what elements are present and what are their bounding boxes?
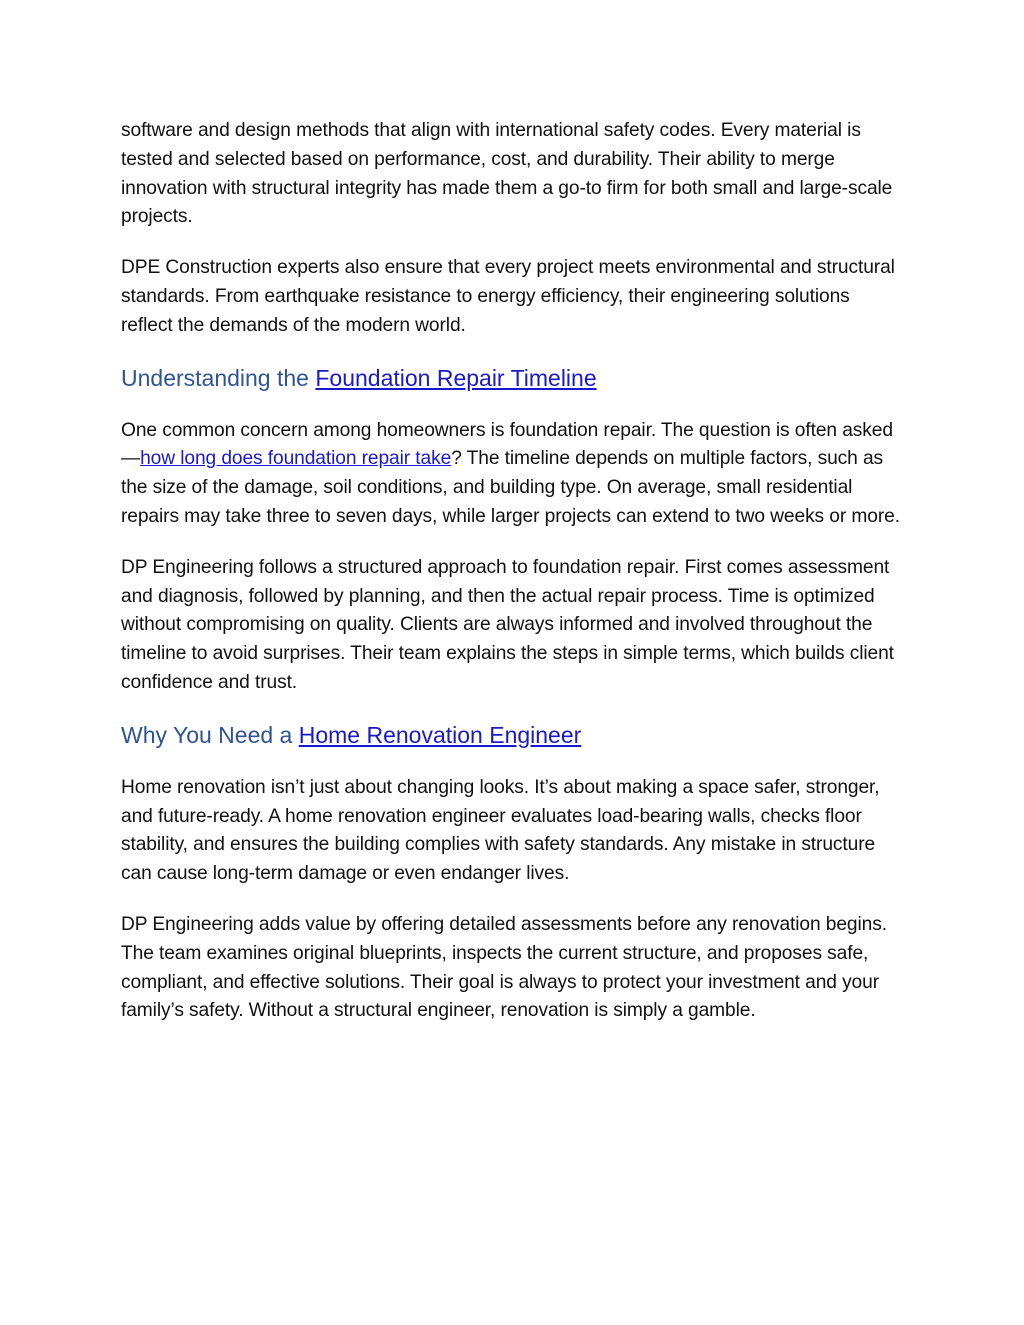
home-renovation-engineer-link[interactable]: Home Renovation Engineer [298, 721, 582, 748]
heading-foundation-repair-timeline [121, 363, 901, 393]
paragraph-design-methods [121, 117, 901, 232]
paragraph-home-renovation [121, 774, 901, 889]
paragraph-text: DPE Construction experts also ensure that every project meets environmental and structural standards. From earthquake resistance to energy efficiency, their engineering solutions reflect the demands of the modern world. [121, 257, 895, 336]
paragraph-text: DP Engineering adds value by offering detailed assessments before any renovation begins. The team examines original blueprints, inspects the current structure, and proposes safe, compliant, and effective solutions. Their goal is always to protect your investment and your family’s safety. Without a structural engineer, renovation is simply a gamble. [121, 913, 887, 1022]
heading-prefix: Understanding the [121, 364, 316, 391]
paragraph-dpe-construction [121, 254, 901, 340]
paragraph-text: DP Engineering follows a structured approach to foundation repair. First comes assessment and diagnosis, followed by planning, and then the actual repair process. Time is optimized without compromising on quality. Clients are always informed and involved throughout the timeline to avoid surprises. Their team explains the steps in simple terms, which builds client confidence and trust. [121, 556, 894, 693]
heading-home-renovation-engineer [121, 720, 901, 750]
paragraph-text: software and design methods that align with international safety codes. Every material is tested and selected based on performance, cost, and durability. Their ability to merge innovation with structural integrity has made them a go-to firm for both small and large-scale projects. [121, 120, 893, 228]
heading-prefix: Why You Need a [121, 721, 299, 748]
paragraph-text: One common concern among homeowners is foundation repair. The question is often asked— [121, 419, 893, 470]
paragraph-dp-engineering-value [121, 911, 901, 1026]
paragraph-text: ? The timeline depends on multiple factors, such as the size of the damage, soil conditions, and building type. On average, small residential repairs may take three to seven days, while larger projects can extend to two weeks or more. [121, 448, 900, 527]
how-long-foundation-repair-link[interactable]: how long does foundation repair take [140, 448, 452, 470]
paragraph-dp-engineering-approach [121, 554, 901, 698]
paragraph-foundation-repair [121, 417, 901, 532]
document-page [121, 117, 901, 1048]
foundation-repair-timeline-link[interactable]: Foundation Repair Timeline [315, 364, 597, 391]
paragraph-text: Home renovation isn’t just about changing looks. It’s about making a space safer, stronger, and future-ready. A home renovation engineer evaluates load-bearing walls, checks floor stability, and ensures the building complies with safety standards. Any mistake in structure can cause long-term damage or even endanger lives. [121, 776, 880, 885]
